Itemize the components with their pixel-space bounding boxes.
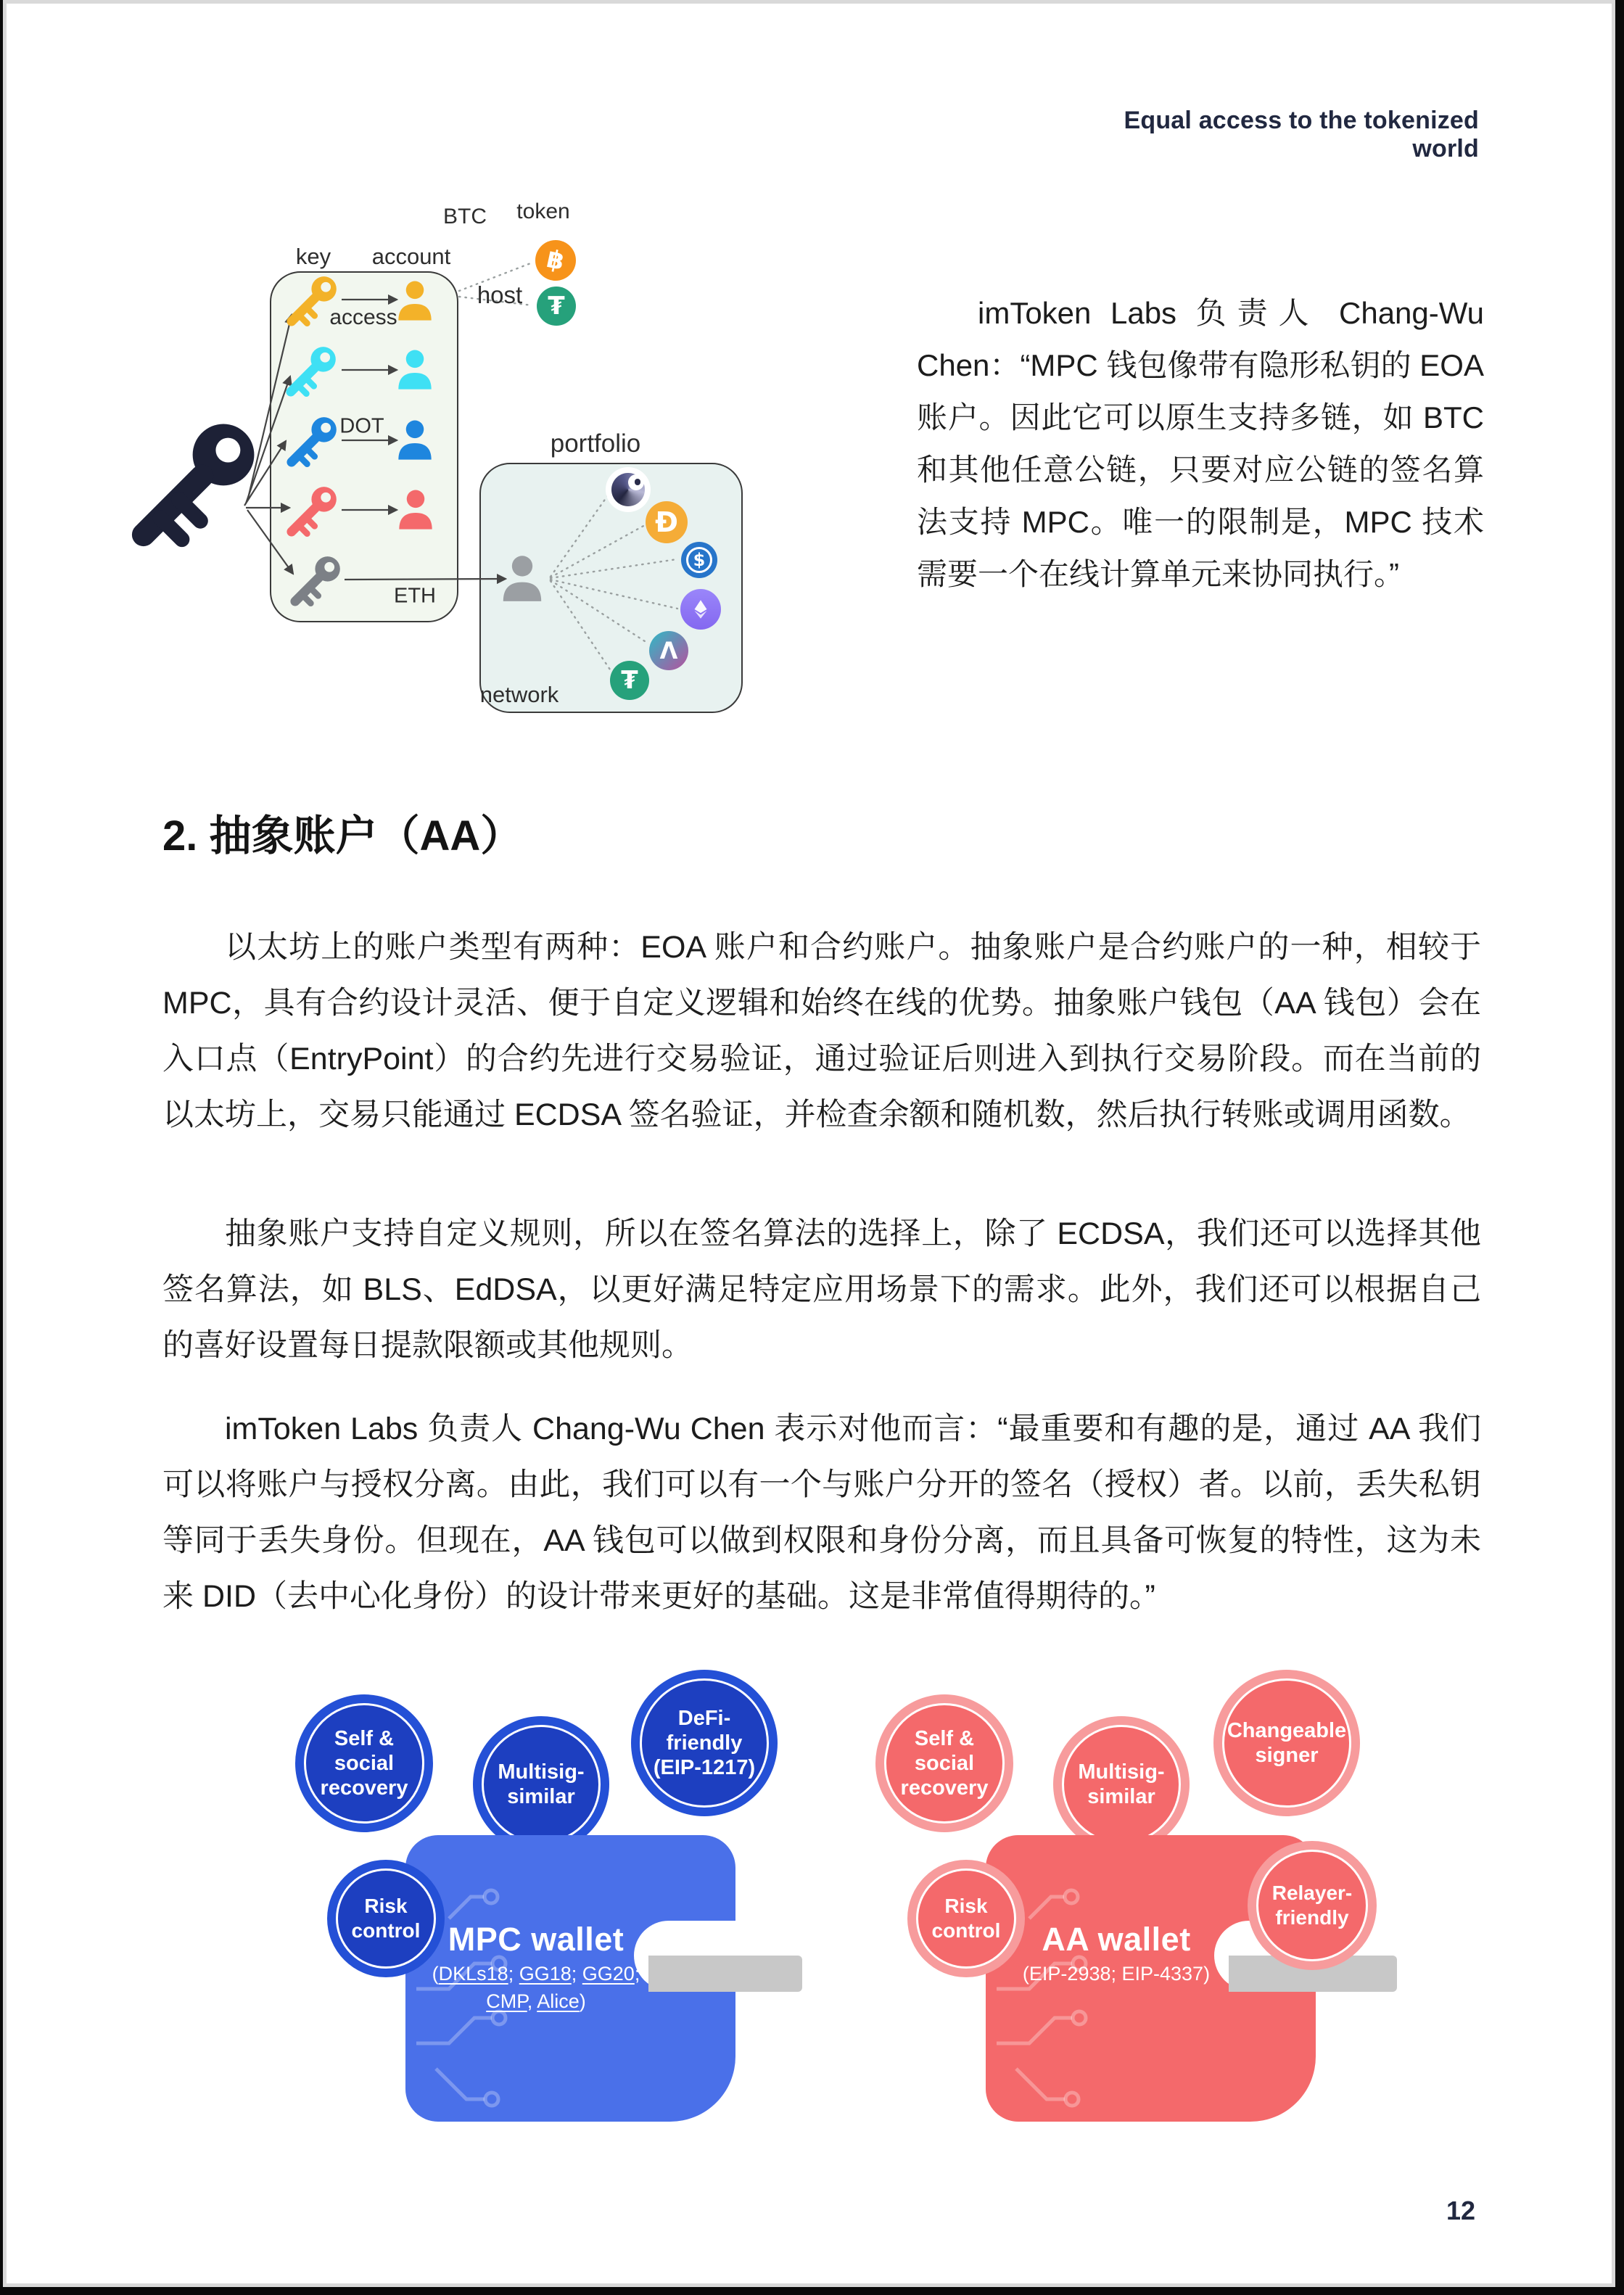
usdt-coin-icon-2 — [610, 661, 649, 700]
label-key: key — [295, 244, 331, 269]
link-gg20[interactable]: GG20 — [582, 1963, 635, 1985]
account-icon-row2 — [392, 347, 438, 393]
mpc-wallet-title: MPC wallet — [448, 1921, 625, 1958]
key-icon-row3 — [282, 409, 345, 471]
label-token: token — [516, 199, 570, 223]
mpc-wallet-protocols: (DKLs18; GG18; GG20; CMP, Alice) — [432, 1963, 640, 2012]
link-cmp[interactable]: CMP — [486, 1990, 527, 2012]
link-alice[interactable]: Alice — [537, 1990, 580, 2012]
usdt-glyph-2: ₮ — [621, 666, 638, 695]
label-account: account — [371, 244, 451, 269]
aa-feature-multisig-similar: Multisig-similar — [1062, 1725, 1181, 1844]
label-dot: DOT — [339, 414, 384, 438]
paragraph-3: imToken Labs 负责人 Chang-Wu Chen 表示对他而言：“最重要和有趣的是，通过 AA 我们可以将账户与授权分离。由此，我们可以有一个与账户分开的签名（授权）者。以前，丢失私钥等同于丢失身份。但现在，AA 钱包可以做到权限和身份分离，而且具备可恢复的特性，这为未来 DID（去中心化身份）的设计带来更好的基础。这是非常值得期待的。” — [162, 1412, 1481, 1614]
eth-coin-icon — [680, 589, 721, 630]
mpc-feature-risk-control: Risk control — [336, 1868, 436, 1969]
mpc-wallet-card — [405, 1835, 735, 2122]
key-icon-row1 — [282, 268, 345, 331]
network-account-icon — [495, 552, 549, 606]
usdc-coin-icon — [681, 542, 717, 578]
aave-glyph: Λ — [659, 637, 678, 664]
mpc-feature-defi-friendly: DeFi- friendly (EIP-1217) — [640, 1678, 769, 1808]
paragraph-2: 抽象账户支持自定义规则，所以在签名算法的选择上，除了 ECDSA，我们还可以选择其他签名算法，如 BLS、EdDSA，以更好满足特定应用场景下的需求。此外，我们还可以根据自己的喜好设置每日提款限额或其他规则。 — [162, 1216, 1481, 1363]
aa-feature-self-social-recovery: Self & social recovery — [884, 1703, 1005, 1824]
dai-glyph: Đ — [655, 506, 678, 538]
link-dkls18[interactable]: DKLs18 — [438, 1963, 508, 1985]
mpc-feature-multisig-similar: Multisig-similar — [482, 1725, 601, 1844]
label-host: host — [477, 281, 523, 308]
account-icon-row1 — [392, 278, 438, 324]
label-access: access — [329, 305, 397, 329]
dai-coin-icon — [646, 501, 688, 543]
usdt-glyph: ₮ — [548, 292, 565, 321]
page-header: Equal access to the tokenized world — [1124, 107, 1479, 162]
link-gg18[interactable]: GG18 — [519, 1963, 572, 1985]
section-heading: 2. 抽象账户（AA） — [162, 812, 523, 860]
label-btc: BTC — [443, 205, 487, 228]
imtoken-swirl-icon — [606, 467, 651, 512]
key-icon-row5 — [286, 548, 348, 611]
aa-feature-relayer-friendly: Relayer-friendly — [1256, 1850, 1368, 1961]
label-eth: ETH — [394, 584, 436, 608]
account-icon-row4 — [392, 487, 439, 533]
aa-feature-changeable-signer: Changeable signer — [1222, 1678, 1351, 1808]
btc-coin-icon — [535, 240, 576, 281]
label-portfolio: portfolio — [550, 429, 641, 458]
inserted-card — [648, 1956, 802, 1992]
mpc-feature-self-social-recovery: Self & social recovery — [304, 1703, 424, 1824]
usdt-coin-icon — [537, 287, 576, 326]
aa-wallet-title: AA wallet — [1042, 1921, 1191, 1958]
btc-glyph: ฿ — [544, 244, 567, 277]
paragraph-1: 以太坊上的账户类型有两种：EOA 账户和合约账户。抽象账户是合约账户的一种，相较于 MPC，具有合约设计灵活、便于自定义逻辑和始终在线的优势。抽象账户钱包（AA 钱包）会在入口点（EntryPoint）的合约先进行交易验证，通过验证后则进入到执行交易阶段。而在当前的以太坊上，交易只能通过 ECDSA 签名验证，并检查余额和随机数，然后执行转账或调用函数。 — [162, 930, 1481, 1132]
master-key-icon — [120, 404, 274, 558]
usdc-glyph: $ — [693, 550, 706, 570]
key-icon-row4 — [282, 479, 345, 541]
aave-coin-icon — [649, 631, 688, 670]
key-icon-row2 — [281, 339, 344, 401]
aa-wallet-eips: (EIP-2938; EIP-4337) — [1022, 1963, 1211, 1985]
account-icon-row3 — [392, 417, 438, 463]
aa-feature-risk-control: Risk control — [916, 1868, 1016, 1969]
document-page — [7, 4, 1612, 2283]
label-network: network — [479, 682, 559, 707]
mpc-quote: imToken Labs 负责人 Chang-Wu Chen：“MPC 钱包像带有隐形私钥的 EOA 账户。因此它可以原生支持多链，如 BTC 和其他任意公链，只要对应公链的签名算法支持 MPC。唯一的限制是，MPC 技术需要一个在线计算单元来协同执行。” — [917, 296, 1484, 591]
page-number: 12 — [1446, 2196, 1476, 2225]
